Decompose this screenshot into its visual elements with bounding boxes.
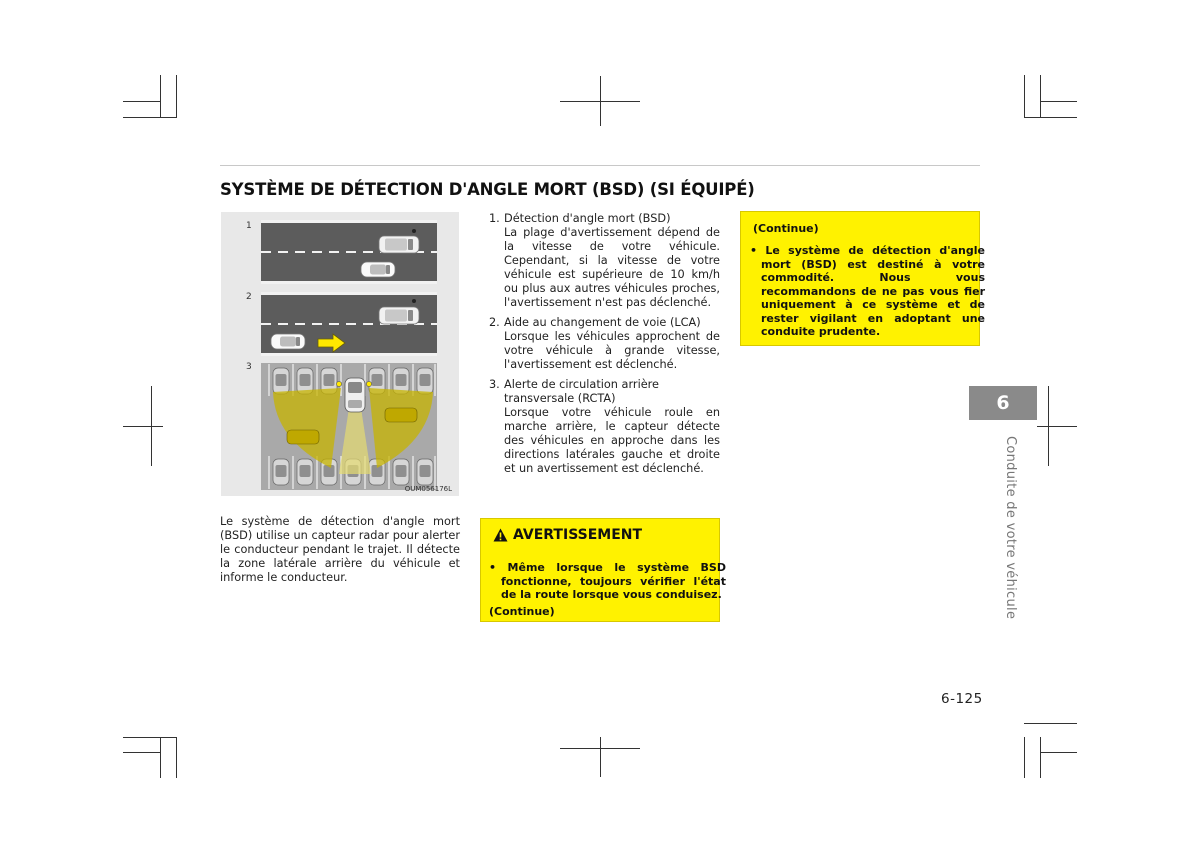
chapter-label: Conduite de votre véhicule [1003,436,1018,620]
list-marker: 1. [489,212,500,225]
warning-title: AVERTISSEMENT [513,527,643,543]
figure-code: OUM056176L [404,485,452,493]
warning-continuation-box [740,211,985,346]
continuation-text: • Le système de détection d'angle mort (BSD) est destiné à votre commodité. Nous vous recommandons de ne pas vous fier uniquement à ce système et de rester vigilant en adoptant une conduite prudente. [750,244,985,338]
intro-paragraph: Le système de détection d'angle mort (BSD) utilise un capteur radar pour alerter le conducteur pendant le trajet. Il détecte la zone latérale arrière du véhicule et informe le conducteur. [220,515,460,584]
header-rule [220,165,980,166]
bsd-scenes-graphic [221,212,459,496]
list-marker: 3. [489,378,500,391]
figure-number-2: 2 [246,292,252,302]
list-item-desc: Lorsque les véhicules approchent de votre véhicule à grande vitesse, l'avertissement est déclenché. [504,330,720,371]
list-item-desc: La plage d'avertissement dépend de la vitesse de votre véhicule. Cependant, si la vitesse de votre véhicule est supérieure de 10 km/h ou plus aux autres véhicules proches, l'avertissement n'est pas déclenché. [504,226,720,309]
warning-heading [493,527,642,543]
warning-triangle-icon [493,528,508,542]
list-item-title: Détection d'angle mort (BSD) [504,212,671,225]
continuation-title: (Continue) [753,222,819,235]
page-number: 6-125 [941,691,983,707]
list-item [488,212,720,310]
list-item-desc: Lorsque votre véhicule roule en marche arrière, le capteur détecte des véhicules en approche dans les directions latérales gauche et droite et un avertissement est déclenché. [504,406,720,475]
list-item-title: Alerte de circulation arrière transversale (RCTA) [504,378,660,405]
scene-rcta [261,363,437,490]
figure-number-3: 3 [246,362,252,372]
list-item [488,378,720,476]
scene-bsd [261,220,437,284]
figure-number-1: 1 [246,221,252,231]
list-item [488,316,720,372]
scene-lca [261,292,437,356]
section-title: SYSTÈME DE DÉTECTION D'ANGLE MORT (BSD) (SI ÉQUIPÉ) [220,180,755,199]
warning-box [480,518,726,622]
warning-continued: (Continue) [489,605,555,618]
warning-text: • Même lorsque le système BSD fonctionne, toujours vérifier l'état de la route lorsque vous conduisez. [489,561,726,601]
chapter-tab: 6 [969,386,1037,420]
feature-list [488,212,720,482]
bsd-illustration [221,212,459,496]
list-item-title: Aide au changement de voie (LCA) [504,316,701,329]
list-marker: 2. [489,316,500,329]
